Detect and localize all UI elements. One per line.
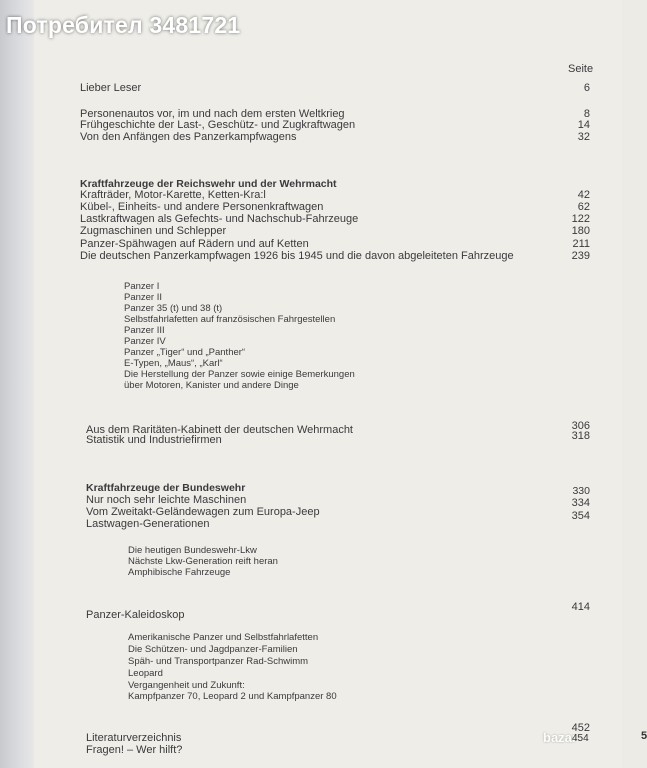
toc-entry: Kübel-, Einheits- und andere Personenkraftwagen 62	[80, 201, 590, 213]
toc-subentry: Panzer I	[124, 281, 160, 292]
toc-entry: Personenautos vor, im und nach dem ersten Weltkrieg 8	[80, 108, 590, 120]
toc-entry: Lieber Leser 6	[80, 82, 590, 94]
toc-entry: Aus dem Raritäten-Kabinett der deutschen Wehrmacht 306	[86, 420, 590, 436]
toc-entry: Lastwagen-Generationen	[86, 518, 210, 530]
toc-subentry: Späh- und Transportpanzer Rad-Schwimm	[128, 656, 309, 667]
seite-label: Seite	[568, 63, 594, 75]
toc-entry: Frühgeschichte der Last-, Geschütz- und Zugkraftwagen 14	[80, 119, 590, 131]
toc-subentry: Panzer 35 (t) und 38 (t)	[124, 303, 223, 314]
section-heading: Kraftfahrzeuge der Reichswehr und der Wehrmacht	[80, 178, 337, 190]
toc-subentry: Leopard	[128, 668, 163, 679]
toc-entry: Statistik und Industriefirmen 318	[86, 430, 590, 446]
toc-subentry: Panzer II	[124, 292, 163, 303]
toc-entry: Lastkraftwagen als Gefechts- und Nachschub-Fahrzeuge 122	[80, 213, 590, 225]
toc-subentry: Amphibische Fahrzeuge	[128, 567, 231, 578]
toc-subentry: Panzer III	[124, 325, 165, 336]
section-heading: Kraftfahrzeuge der Bundeswehr 330	[86, 482, 590, 497]
toc-subentry: Panzer IV	[124, 336, 166, 347]
toc-entry: Panzer-Spähwagen auf Rädern und auf Ketten 211	[80, 238, 590, 250]
toc-subentry: E-Typen, „Maus“, „Karl“	[124, 358, 223, 369]
toc-entry: Zugmaschinen und Schlepper 180	[80, 225, 590, 237]
toc-subentry: Selbstfahrlafetten auf französischen Fahrgestellen	[124, 314, 336, 325]
toc-entry: Vom Zweitakt-Geländewagen zum Europa-Jeep 354	[86, 506, 590, 522]
toc-subentry: Nächste Lkw-Generation reift heran	[128, 556, 278, 567]
toc-entry: Literaturverzeichnis 452	[86, 722, 590, 744]
toc-subentry: Kampfpanzer 70, Leopard 2 und Kampfpanzer 80	[128, 691, 337, 702]
toc-subentry: Die Herstellung der Panzer sowie einige Bemerkungen	[124, 369, 355, 380]
page-gutter	[0, 0, 34, 768]
watermark: Потребител 3481721	[6, 12, 241, 38]
toc-entry: Nur noch sehr leichte Maschinen 334	[86, 494, 590, 509]
toc-subentry: über Motoren, Kanister und andere Dinge	[124, 380, 299, 391]
toc-subentry: Amerikanische Panzer und Selbstfahrlafetten	[128, 632, 319, 643]
toc-subentry: Vergangenheit und Zukunft:	[128, 680, 245, 691]
toc-entry: Fragen! – Wer hilft?	[86, 744, 183, 756]
page-number: 5	[641, 730, 647, 742]
toc-subentry: Panzer „Tiger“ und „Panther“	[124, 347, 246, 358]
toc-entry: Panzer-Kaleidoskop 414	[86, 601, 590, 621]
toc-subentry: Die heutigen Bundeswehr-Lkw	[128, 545, 257, 556]
document-page	[34, 0, 647, 768]
toc-entry: Krafträder, Motor-Karette, Ketten-Kra:l 42	[80, 189, 590, 201]
page-ref: 454	[572, 733, 589, 744]
toc-entry: Von den Anfängen des Panzerkampfwagens 32	[80, 131, 590, 143]
toc-subentry: Die Schützen- und Jagdpanzer-Familien	[128, 644, 298, 655]
toc-entry: Die deutschen Panzerkampfwagen 1926 bis 1945 und die davon abgeleiteten Fahrzeuge 239	[80, 250, 590, 262]
bazar-logo: bazar	[543, 730, 577, 745]
